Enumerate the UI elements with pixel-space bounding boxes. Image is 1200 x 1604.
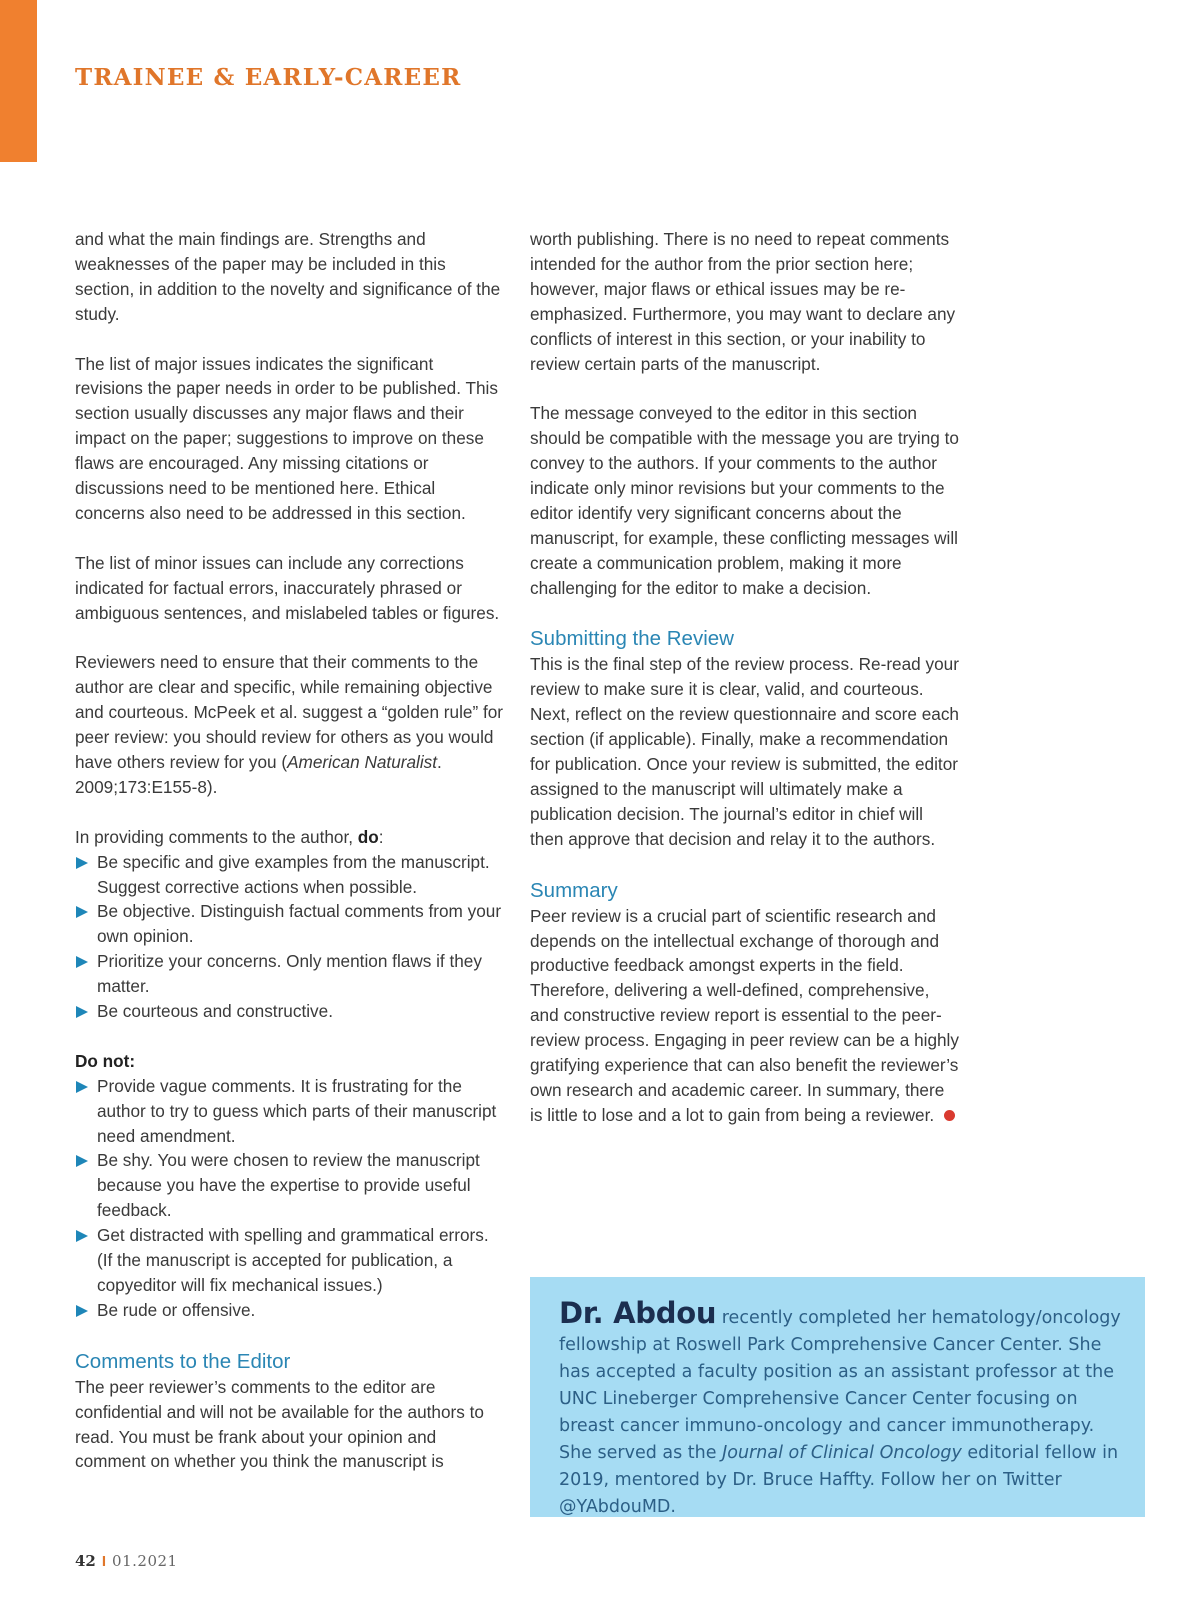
triangle-bullet-icon [76, 906, 88, 918]
section-header: TRAINEE & EARLY-CAREER [75, 64, 462, 91]
list-item [75, 899, 505, 949]
list-item-text: Be shy. You were chosen to review the manuscript because you have the expertise to provide useful feedback. [97, 1150, 480, 1221]
golden-rule-text: Reviewers need to ensure that their comments to the author are clear and specific, while remaining objective and courteous. McPeek et al. suggest a “golden rule” for peer review: you should review for others as you would have others review for you ( [75, 652, 504, 772]
list-item [75, 850, 505, 900]
left-column [75, 227, 505, 1474]
summary-heading: Summary [530, 878, 618, 902]
triangle-bullet-icon [76, 857, 88, 869]
triangle-bullet-icon [76, 956, 88, 968]
list-item-text: Be rude or offensive. [97, 1299, 256, 1320]
triangle-bullet-icon [76, 1155, 88, 1167]
do-word: do [357, 826, 379, 847]
triangle-bullet-icon [76, 1081, 88, 1093]
do-not-list [75, 1074, 505, 1323]
paragraph: worth publishing. There is no need to repeat comments intended for the author from the prior section here; however, major flaws or ethical issues may be re-emphasized. Furthermore, you may want to declare any conflicts of interest in this section, or your inability to review certain parts of the manuscript. [530, 229, 956, 374]
list-item [75, 1074, 505, 1149]
list-item-text: Get distracted with spelling and grammatical errors. (If the manuscript is accepted for publication, a copyeditor will fix mechanical issues.) [97, 1225, 489, 1295]
bio-journal: Journal of Clinical Oncology [722, 1443, 962, 1463]
list-item-text: Prioritize your concerns. Only mention flaws if they matter. [97, 951, 482, 997]
do-intro-text: In providing comments to the author, [75, 826, 358, 847]
author-name: Dr. Abdou [559, 1296, 717, 1330]
paragraph: The peer reviewer’s comments to the editor are confidential and will not be available for the authors to read. You must be frank about your opinion and comment on whether you think the manuscript is [75, 1376, 484, 1472]
paragraph: The list of major issues indicates the significant revisions the paper needs in order to be published. This section usually discusses any major flaws and their impact on the paper; suggestions to improve on these flaws are encouraged. Any missing citations or discussions need to be mentioned here. Ethical concerns also need to be addressed in this section. [75, 353, 498, 523]
bio-text-end: editorial fellow in 2019, mentored by Dr. Bruce Haffty. Follow her on Twitter @YAbdouMD. [559, 1443, 1119, 1517]
list-item [75, 1298, 505, 1323]
footer-separator: I [101, 1553, 107, 1570]
section-color-tab [0, 0, 37, 162]
issue-date: 01.2021 [112, 1552, 178, 1570]
summary-text: Peer review is a crucial part of scientific research and depends on the intellectual exchange of thorough and productive feedback amongst experts in the field. Therefore, delivering a well-defined, comprehensive, and constructive review report is essential to the peer-review process. Engaging in peer review can be a highly gratifying experience that can also benefit the reviewer’s own research and academic career. In summary, there is little to lose and a lot to gain from being a reviewer. [530, 905, 959, 1125]
list-item-text: Provide vague comments. It is frustrating for the author to try to guess which parts of their manuscript need amendment. [97, 1075, 497, 1146]
triangle-bullet-icon [76, 1305, 88, 1317]
page-footer [75, 1552, 178, 1570]
paragraph: The message conveyed to the editor in this section should be compatible with the message you are trying to convey to the authors. If your comments to the author indicate only minor revisions but your comments to the editor identify very significant concerns about the manuscript, for example, these conflicting messages will create a communication problem, making it more challenging for the editor to make a decision. [530, 403, 959, 598]
do-intro [75, 825, 505, 850]
do-not-heading: Do not: [75, 1050, 136, 1071]
list-item-text: Be courteous and constructive. [97, 1001, 333, 1022]
submitting-review-heading: Submitting the Review [530, 627, 734, 651]
comments-to-editor-heading: Comments to the Editor [75, 1349, 291, 1373]
bio-text: recently completed her hematology/oncology fellowship at Roswell Park Comprehensive Cancer Center. She has accepted a faculty position as an assistant professor at the UNC Lineberger Comprehensive Cancer Center focusing on breast cancer immuno-oncology and cancer immunotherapy. She served as the [559, 1308, 1121, 1463]
page-number: 42 [75, 1552, 96, 1570]
author-bio-box [530, 1277, 1145, 1517]
paragraph: and what the main findings are. Strengths and weaknesses of the paper may be included in this section, in addition to the novelty and significance of the study. [75, 229, 501, 324]
paragraph [530, 904, 960, 1128]
end-mark-icon [944, 1110, 955, 1121]
citation-details: . 2009;173:E155-8). [75, 751, 442, 797]
list-item [75, 949, 505, 999]
paragraph: This is the final step of the review process. Re-read your review to make sure it is clear, valid, and courteous. Next, reflect on the review questionnaire and score each section (if applicable). Finally, make a recommendation for publication. Once your review is submitted, the editor assigned to the manuscript will ultimately make a publication decision. The journal’s editor in chief will then approve that decision and relay it to the authors. [530, 654, 959, 849]
do-colon: : [378, 826, 384, 847]
triangle-bullet-icon [76, 1230, 88, 1242]
citation-journal: American Naturalist [287, 751, 438, 772]
paragraph [75, 650, 505, 799]
list-item [75, 1223, 505, 1298]
triangle-bullet-icon [76, 1006, 88, 1018]
list-item-text: Be specific and give examples from the manuscript. Suggest corrective actions when possible. [97, 851, 490, 897]
paragraph: The list of minor issues can include any corrections indicated for factual errors, inaccurately phrased or ambiguous sentences, and mislabeled tables or figures. [75, 552, 500, 623]
list-item-text: Be objective. Distinguish factual comments from your own opinion. [97, 901, 502, 947]
do-list [75, 850, 505, 1024]
right-column [530, 227, 960, 1128]
list-item [75, 999, 505, 1024]
list-item [75, 1148, 505, 1223]
